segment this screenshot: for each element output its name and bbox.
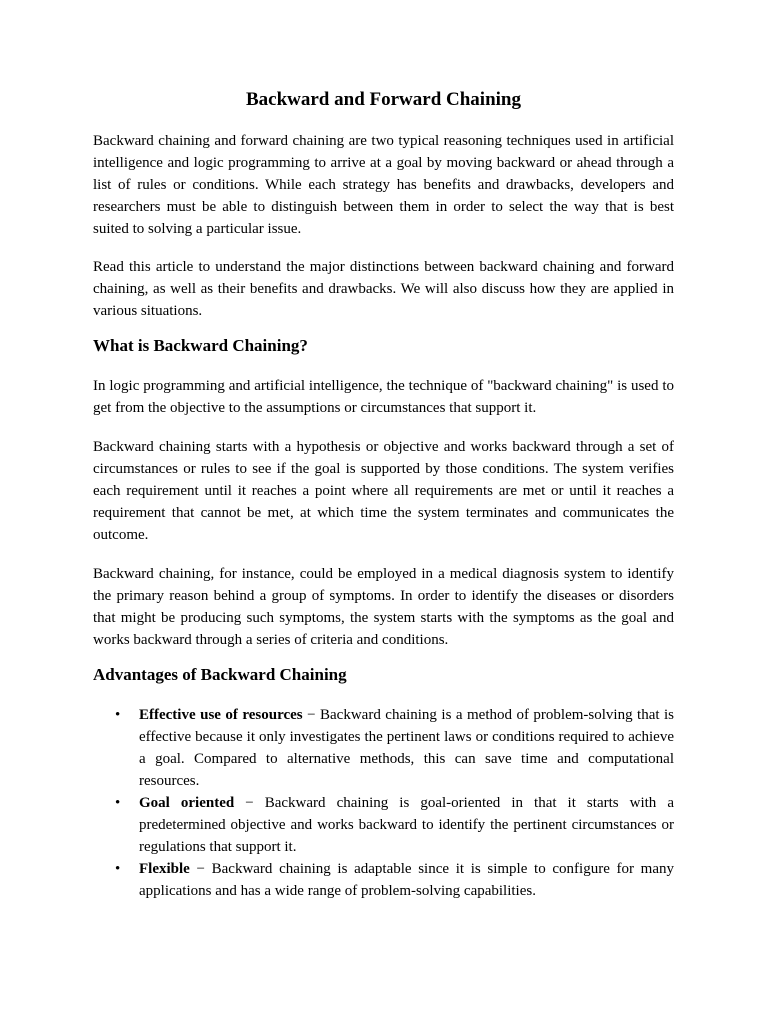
bullet-text: − Backward chaining is a method of problem-solving that is effective because it only investigates the pertinent laws or conditions required to achieve a goal. Compared to alternative methods, this can save time and computational resources. bbox=[139, 707, 674, 789]
section-heading-what-is-backward-chaining: What is Backward Chaining? bbox=[93, 336, 308, 355]
intro-paragraph-2: Read this article to understand the major distinctions between backward chaining and forward chaining, as well as their benefits and drawbacks. We will also discuss how they are applied in various situations. bbox=[93, 259, 674, 319]
list-item bbox=[93, 858, 674, 902]
bullet-text: − Backward chaining is adaptable since it is simple to configure for many applications and has a wide range of problem-solving capabilities. bbox=[139, 861, 674, 899]
list-item bbox=[93, 792, 674, 858]
document-title: Backward and Forward Chaining bbox=[245, 89, 522, 110]
bullet-term: Flexible bbox=[139, 861, 190, 877]
section-heading-advantages: Advantages of Backward Chaining bbox=[93, 665, 347, 684]
advantages-list bbox=[93, 704, 674, 902]
bullet-marker: • bbox=[115, 861, 121, 877]
bullet-term: Effective use of resources bbox=[139, 707, 303, 723]
section1-paragraph-2: Backward chaining starts with a hypothesis or objective and works backward through a set of circumstances or rules to see if the goal is supported by those conditions. The system verifies each requirement until it reaches a point where all requirements are met or until it reaches a requirement that cannot be met, at which time the system terminates and communicates the outcome. bbox=[93, 439, 674, 543]
bullet-marker: • bbox=[115, 707, 121, 723]
section1-paragraph-1: In logic programming and artificial intelligence, the technique of "backward chaining" is used to get from the objective to the assumptions or circumstances that support it. bbox=[93, 378, 674, 416]
intro-paragraph-1: Backward chaining and forward chaining are two typical reasoning techniques used in artificial intelligence and logic programming to arrive at a goal by moving backward or ahead through a list of rules or conditions. While each strategy has benefits and drawbacks, developers and researchers must be able to distinguish between them in order to select the way that is best suited to solving a particular issue. bbox=[93, 133, 674, 237]
list-item bbox=[93, 704, 674, 792]
bullet-text: − Backward chaining is goal-oriented in that it starts with a predetermined objective and works backward to identify the pertinent circumstances or regulations that support it. bbox=[139, 795, 675, 855]
bullet-term: Goal oriented bbox=[139, 795, 235, 811]
section1-paragraph-3: Backward chaining, for instance, could be employed in a medical diagnosis system to identify the primary reason behind a group of symptoms. In order to identify the diseases or disorders that might be producing such symptoms, the system starts with the symptoms as the goal and works backward through a series of criteria and conditions. bbox=[93, 566, 674, 648]
bullet-marker: • bbox=[115, 795, 121, 811]
